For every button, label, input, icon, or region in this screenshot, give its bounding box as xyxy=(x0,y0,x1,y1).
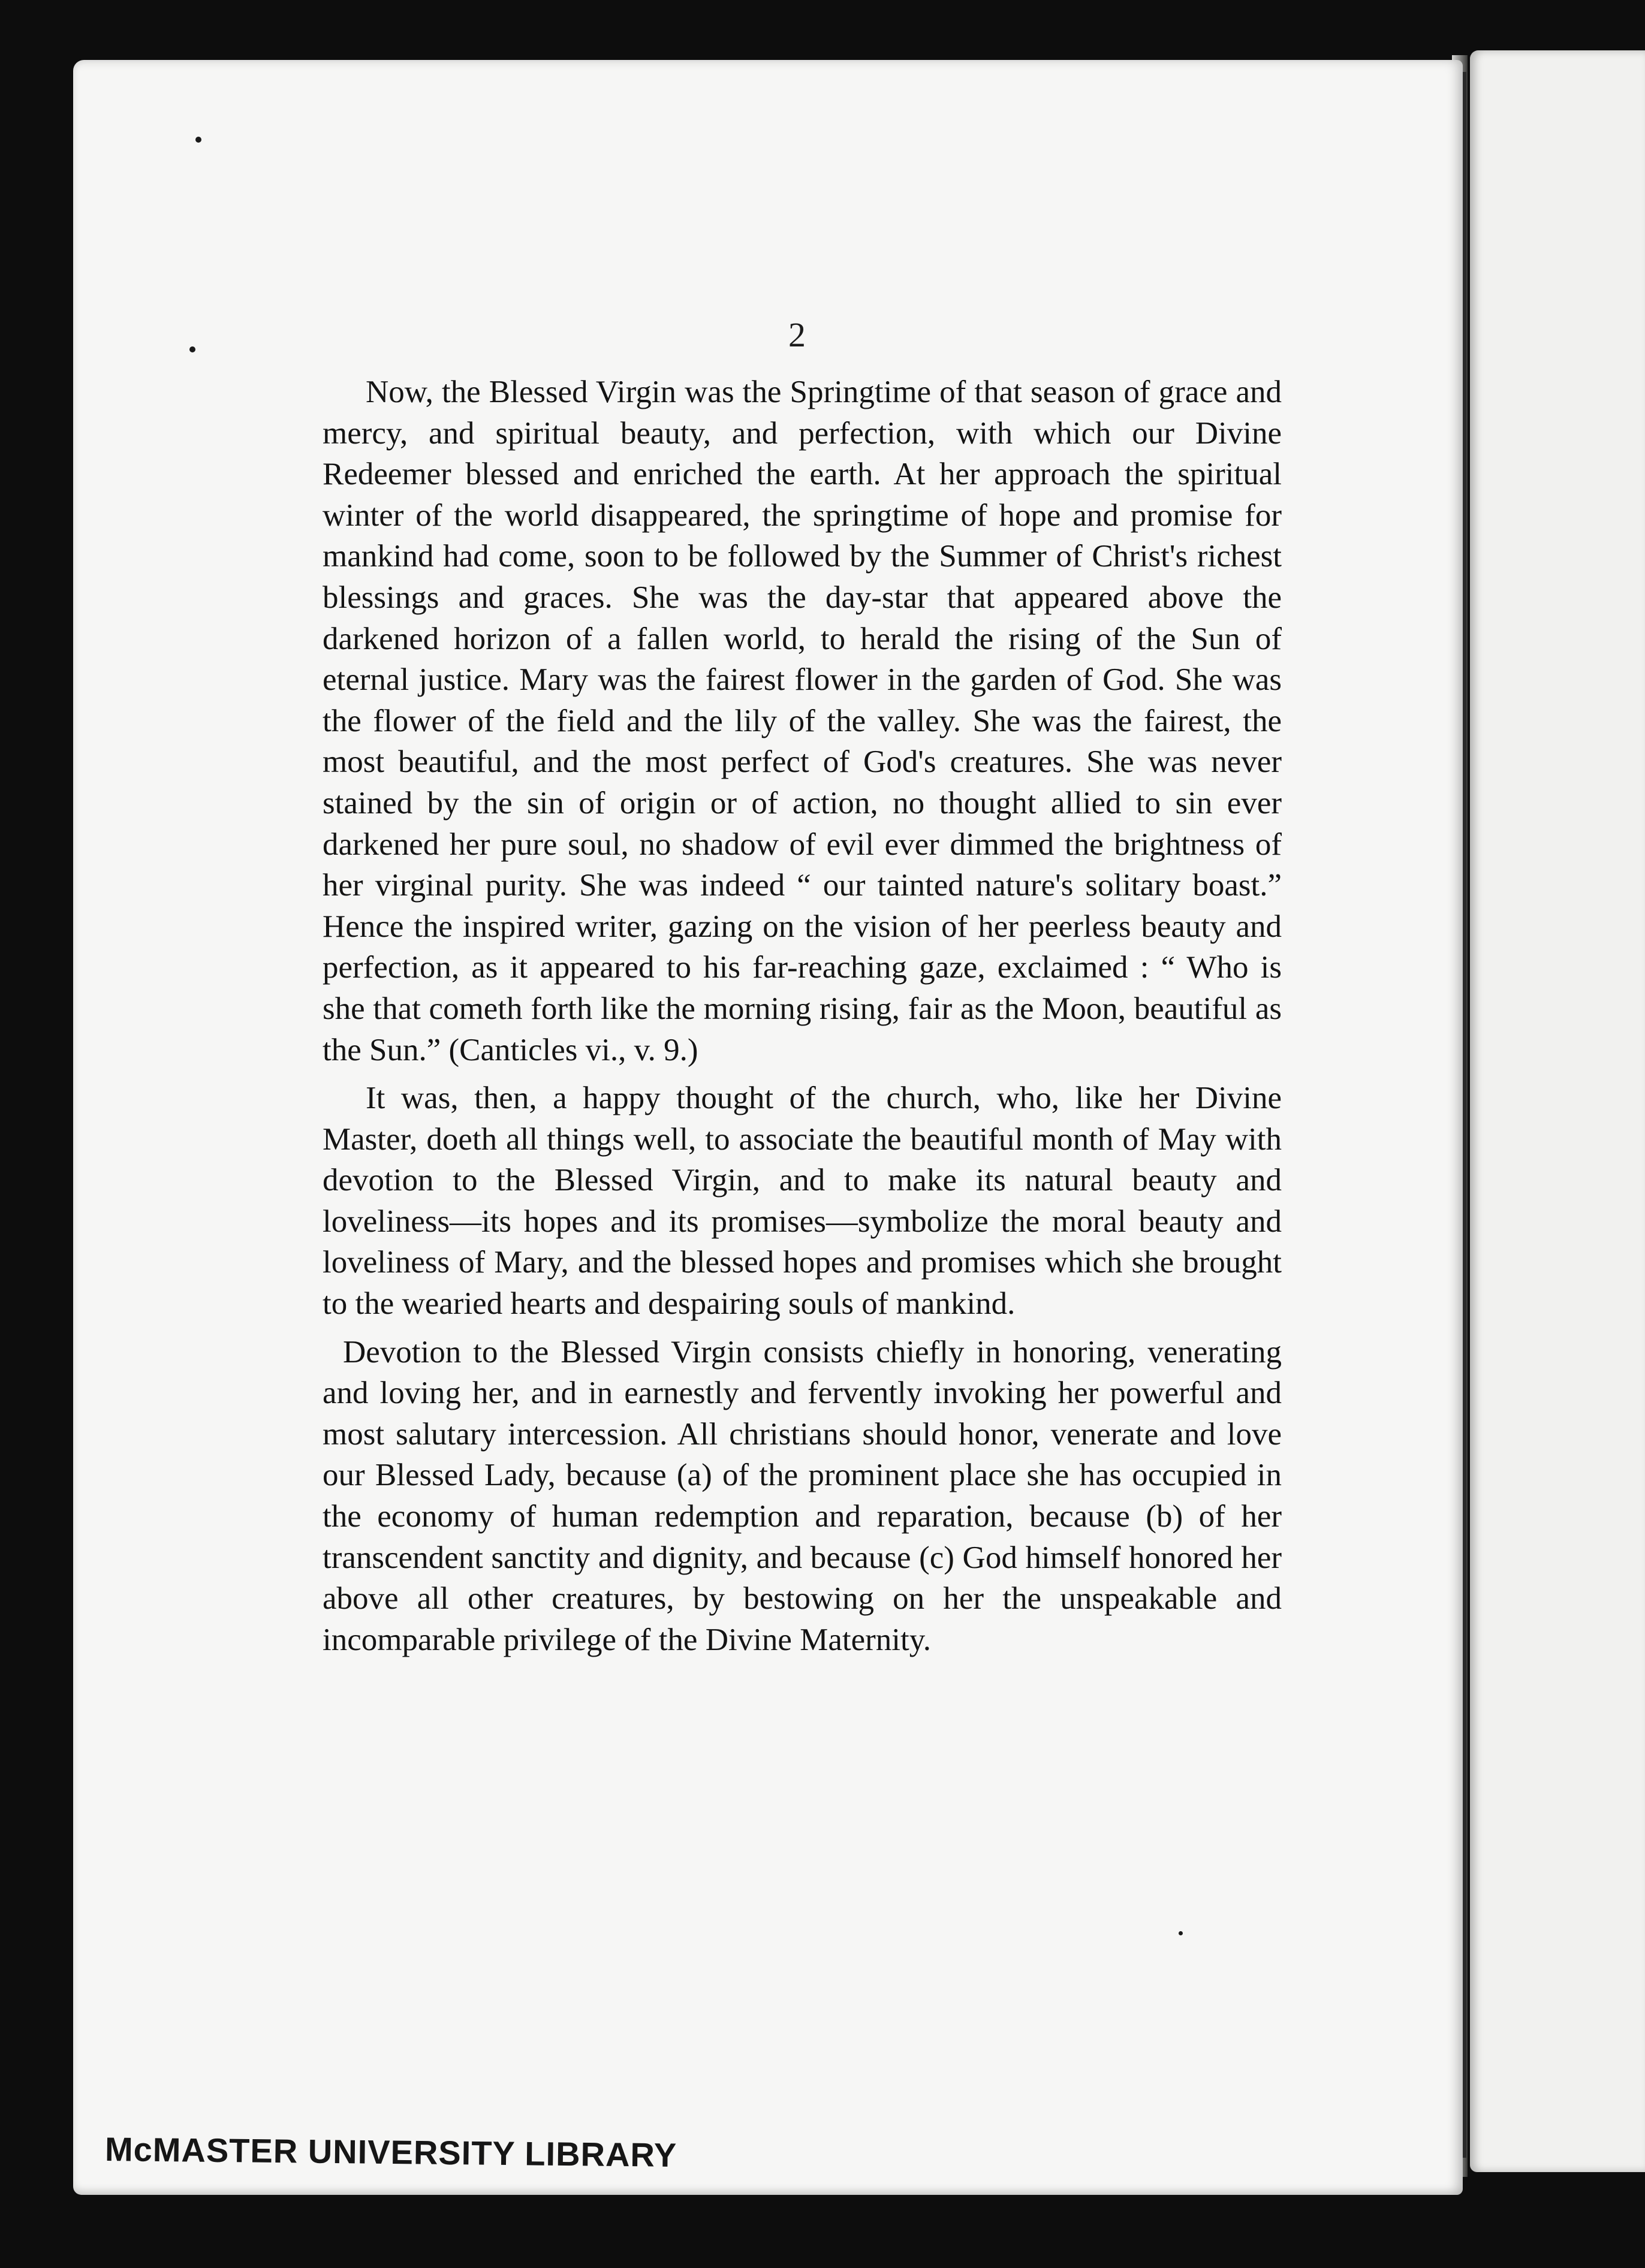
adjacent-page xyxy=(1470,50,1645,2172)
paragraph-2: It was, then, a happy thought of the church, who, like her Divine Master, doeth all things well, to associate the beautiful month of May with devotion to the Blessed Virgin, and to make its natural beauty and loveliness—its hopes and its promises—symbolize the moral beauty and loveliness of Mary, and the blessed hopes and promises which she brought to the wearied hearts and despairing souls of mankind. xyxy=(323,1081,1282,1322)
dust-speck xyxy=(1179,1931,1183,1935)
page-number: 2 xyxy=(788,315,806,354)
dust-speck xyxy=(189,346,195,352)
library-stamp: McMASTER UNIVERSITY LIBRARY xyxy=(104,2130,677,2174)
dust-speck xyxy=(195,137,201,143)
paragraph-1: Now, the Blessed Virgin was the Springtime of that season of grace and mercy, and spiritual beauty, and perfection, with which our Divine Redeemer blessed and enriched the earth. At her approach the spiritual winter of the world disappeared, the springtime of hope and promise for mankind had come, soon to be followed by the Summer of Christ's richest blessings and graces. She was the day-star that appeared above the darkened horizon of a fallen world, to herald the rising of the Sun of eternal justice. Mary was the fairest flower in the garden of God. She was the flower of the field and the lily of the valley. She was the fairest, the most beautiful, and the most perfect of God's creatures. She was never stained by the sin of origin or of action, no thought allied to sin ever darkened her pure soul, no shadow of evil ever dimmed the brightness of her virginal purity. She was indeed “ our tainted nature's solitary boast.” Hence the inspired writer, gazing on the vision of her peerless beauty and perfection, as it appeared to his far-reaching gaze, exclaimed : “ Who is she that cometh forth like the morning rising, fair as the Moon, beautiful as the Sun.” (Canticles vi., v. 9.) xyxy=(323,375,1282,1067)
paragraph-3: Devotion to the Blessed Virgin consists chiefly in honoring, venerating and loving her, and in earnestly and fervently invoking her powerful and most salutary intercession. All christians should honor, venerate and love our Blessed Lady, because (a) of the prominent place she has occupied in the economy of human redemption and reparation, because (b) of her transcendent sanctity and dignity, and because (c) God himself honored her above all other creatures, by bestowing on her the unspeakable and incomparable privilege of the Divine Maternity. xyxy=(323,1334,1282,1657)
gutter-line xyxy=(1463,72,1466,2158)
body-text xyxy=(323,372,1282,1660)
